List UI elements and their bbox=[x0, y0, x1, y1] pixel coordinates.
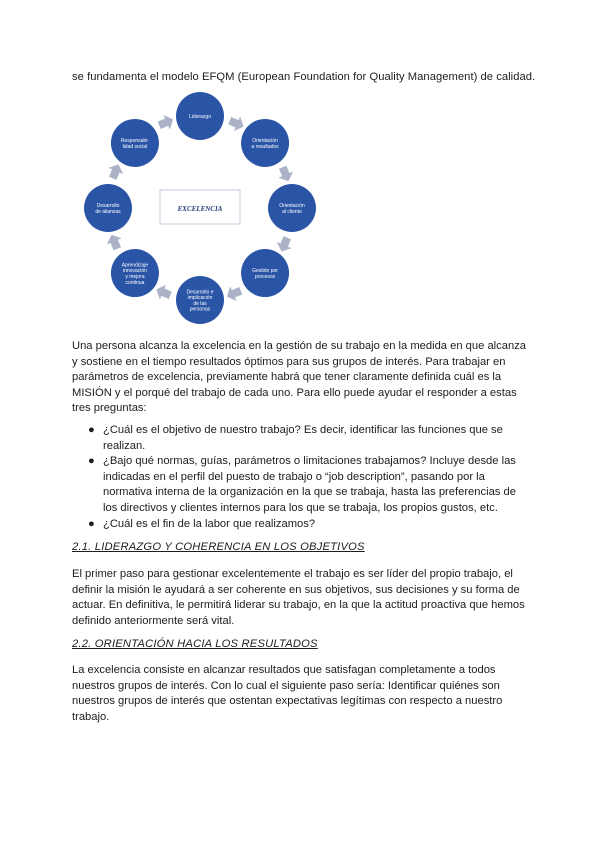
cycle-node-label: Orientación bbox=[252, 138, 278, 145]
cycle-node bbox=[241, 249, 289, 297]
cycle-node-label: implicación bbox=[187, 295, 213, 302]
cycle-node-label: procesos bbox=[254, 273, 276, 280]
list-item bbox=[72, 517, 528, 533]
efqm-cycle-diagram bbox=[72, 86, 342, 326]
cycle-arrow-icon bbox=[104, 232, 125, 252]
cycle-node-label: de las bbox=[193, 300, 207, 307]
cycle-node-label: al cliente bbox=[282, 208, 302, 215]
cycle-node bbox=[241, 119, 289, 167]
questions-list bbox=[72, 423, 528, 532]
cycle-arrow-icon bbox=[153, 282, 173, 303]
cycle-node-label: Desarrollo bbox=[96, 203, 120, 210]
cycle-node bbox=[268, 184, 316, 232]
bullet-icon: ● bbox=[88, 517, 95, 530]
bullet-icon: ● bbox=[88, 455, 95, 468]
section-heading-resultados: 2.2. ORIENTACIÓN HACIA LOS RESULTADOS bbox=[72, 638, 318, 650]
cycle-node bbox=[84, 184, 132, 232]
cycle-node-label: Responsabi- bbox=[120, 138, 149, 145]
cycle-node-label: personas bbox=[189, 306, 211, 313]
intro-line: se fundamenta el modelo EFQM (European Foundation for Quality Management) de calidad. bbox=[72, 71, 536, 83]
cycle-arrow-icon bbox=[224, 283, 244, 304]
cycle-node bbox=[176, 276, 224, 324]
center-label: EXCELENCIA bbox=[177, 205, 223, 213]
cycle-node-label: Desarrollo e bbox=[186, 289, 214, 296]
paragraph-excelencia: Una persona alcanza la excelencia en la gestión de su trabajo en la medida en que alcanza y sostiene en el tiempo resultados óptimos para sus grupos de interés. Para trabajar en parámetros de excelencia, previamente habrá que tener claramente definida cuál es la MISIÓN y el porqué del trabajo de cada uno. Para ello puede ayudar el responder a estas tres preguntas: bbox=[72, 340, 527, 415]
excelencia-center-box bbox=[160, 190, 240, 224]
bullet-icon: ● bbox=[88, 424, 95, 436]
paragraph-liderazgo: El primer paso para gestionar excelentemente el trabajo es ser líder del propio trabajo, el definir la misión le ayudará a ser coherente en sus objetivos, sus decisiones y su forma de actuar. En definitiva, le permitirá liderar su trabajo, en la que la actitud proactiva que hemos definido anteriormente será vital. bbox=[72, 568, 525, 627]
cycle-arrow-icon bbox=[105, 161, 126, 181]
cycle-node-label: de alianzas bbox=[95, 208, 121, 215]
cycle-node-label: Gestión por bbox=[252, 268, 278, 275]
cycle-arrow-icon bbox=[156, 112, 176, 133]
cycle-node-label: y mejora bbox=[125, 273, 145, 280]
section-heading-liderazgo: 2.1. LIDERAZGO Y COHERENCIA EN LOS OBJETIVOS bbox=[72, 541, 365, 553]
cycle-node bbox=[111, 119, 159, 167]
cycle-arrow-icon bbox=[227, 113, 247, 134]
cycle-node-label: continua bbox=[125, 279, 145, 286]
cycle-node-label: lidad social bbox=[122, 143, 148, 150]
cycle-node-label: Liderazgo bbox=[189, 114, 211, 120]
cycle-arrow-icon bbox=[275, 164, 296, 184]
cycle-arrow-icon bbox=[274, 235, 295, 255]
list-item-text: ¿Cuál es el fin de la labor que realizamos? bbox=[103, 517, 316, 530]
cycle-node-label: a resultados bbox=[251, 143, 279, 150]
list-item-text: ¿Bajo qué normas, guías, parámetros o limitaciones trabajamos? Incluye desde las indicadas en el perfil del puesto de trabajo o “job description”, pasando por la normativa interna de la organización en la que se trabaja, hasta las preferencias de los directivos y clientes internos para los que se trabaja, los propios gustos, etc. bbox=[103, 455, 516, 514]
list-item bbox=[72, 423, 528, 454]
cycle-node bbox=[111, 249, 159, 297]
cycle-node-label: innovación bbox=[122, 268, 147, 275]
cycle-node-label: Orientación bbox=[279, 203, 305, 210]
list-item-text: ¿Cuál es el objetivo de nuestro trabajo? Es decir, identificar las funciones que se realizan. bbox=[103, 424, 503, 452]
list-item bbox=[72, 454, 528, 516]
cycle-node bbox=[176, 92, 224, 140]
cycle-node-label: Aprendizaje bbox=[121, 262, 149, 269]
paragraph-resultados: La excelencia consiste en alcanzar resultados que satisfagan completamente a todos nuestros grupos de interés. Con lo cual el siguiente paso sería: Identificar quiénes son nuestros grupos de interés que ostentan expectativas legítimas con respecto a nuestro trabajo. bbox=[72, 664, 503, 723]
